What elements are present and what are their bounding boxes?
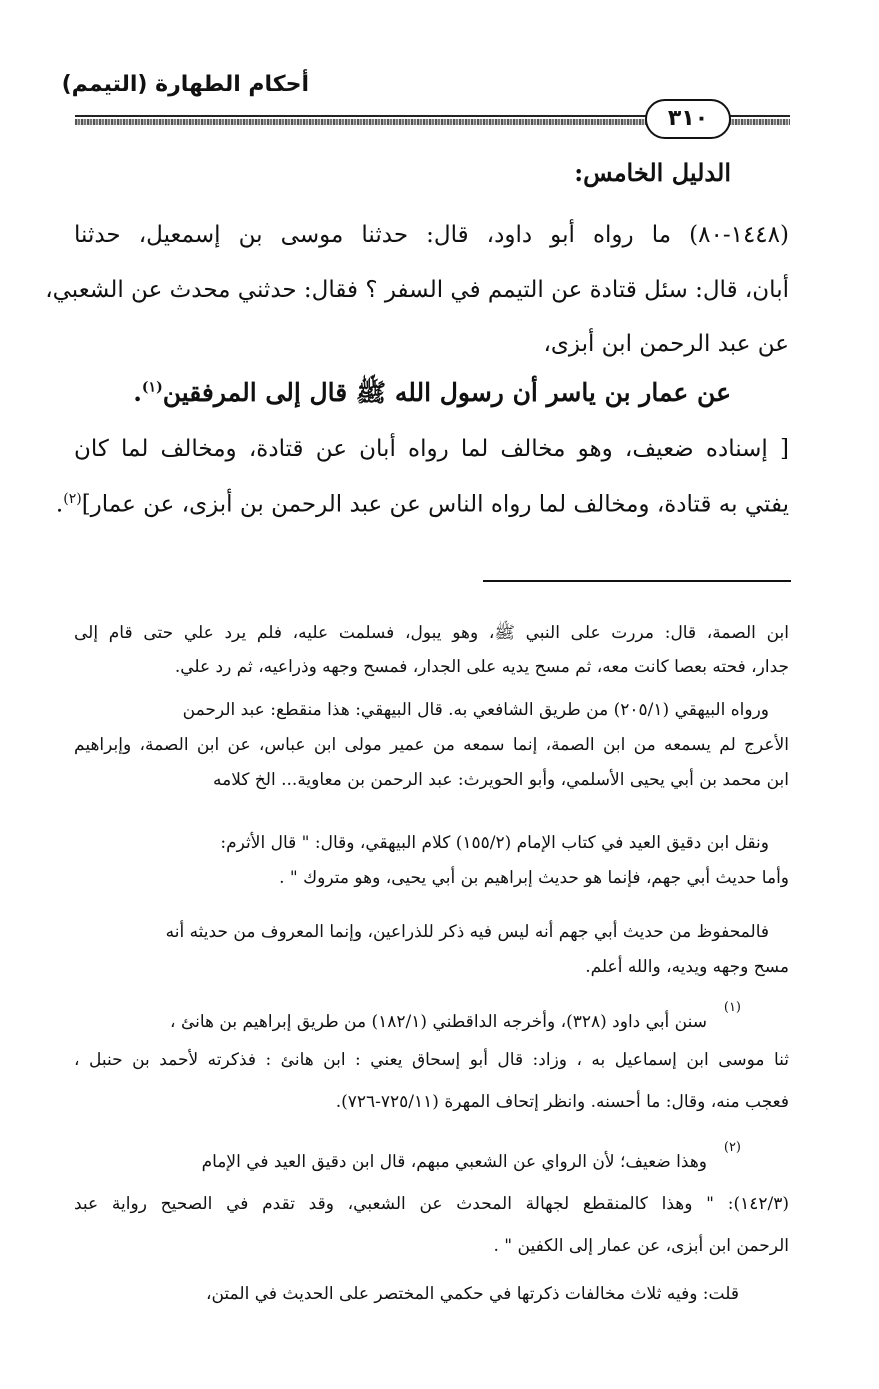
- section-heading: الدليل الخامس:: [574, 158, 731, 187]
- footnote-continued-line-8: فالمحفوظ من حديث أبي جهم أنه ليس فيه ذكر للذراعين، وإنما المعروف من حديثه أنه: [165, 922, 769, 942]
- running-title: أحكام الطهارة (التيمم): [61, 72, 309, 97]
- page-number: ٣١٠: [645, 99, 731, 139]
- paragraph-line-3: عن عبد الرحمن ابن أبزى،: [543, 331, 789, 357]
- hadith-text-line: [133, 377, 731, 414]
- footnote-continued-line-7: وأما حديث أبي جهم، فإنما هو حديث إبراهيم بن أبي يحيى، وهو متروك " .: [279, 868, 789, 888]
- footnote-1-line-1: سنن أبي داود (٣٢٨)، وأخرجه الداقطني (١٨٢/١) من طريق إبراهيم بن هانئ ،: [170, 1012, 707, 1032]
- footnote-separator: [483, 580, 791, 582]
- footnote-1-marker: (١): [723, 1000, 741, 1015]
- footnote-continued-line-9: مسح وجهه ويديه، والله أعلم.: [585, 957, 789, 977]
- grading-line-1: [ إسناده ضعيف، وهو مخالف لما رواه أبان عن قتادة، ومخالف لما كان: [74, 436, 789, 462]
- footnote-continued-line-5: ابن محمد بن أبي يحيى الأسلمي، وأبو الحويرث: عبد الرحمن بن معاوية... الخ كلامه: [212, 770, 789, 790]
- footnote-continued-line-4: الأعرج لم يسمعه من ابن الصمة، إنما سمعه من عمير مولى ابن عباس، عن ابن الصمة، وإبراهيم: [74, 735, 789, 755]
- footnote-2-line-2: (١٤٢/٣): " وهذا كالمنقطع لجهالة المحدث عن الشعبي، وقد تقدم في الصحيح رواية عبد: [74, 1194, 789, 1214]
- footnote-2-line-3: الرحمن ابن أبزى، عن عمار إلى الكفين " .: [493, 1236, 789, 1256]
- footnote-ref-1: (١): [141, 379, 163, 396]
- footnote-continued-line-2: جدار، فحته بعصا كانت معه، ثم مسح يديه على الجدار، فمسح وجهه وذراعيه، ثم رد علي.: [174, 657, 789, 677]
- footnote-continued-line-3: ورواه البيهقي (٢٠٥/١) من طريق الشافعي به. قال البيهقي: هذا منقطع: عبد الرحمن: [182, 700, 769, 720]
- footnote-2-line-1: وهذا ضعيف؛ لأن الرواي عن الشعبي مبهم، قال ابن دقيق العيد في الإمام: [201, 1152, 707, 1172]
- paragraph-line-2: أبان، قال: سئل قتادة عن التيمم في السفر ؟ فقال: حدثني محدث عن الشعبي،: [45, 277, 789, 303]
- footnote-1-line-3: فعجب منه، وقال: ما أحسنه. وانظر إتحاف المهرة (٧٢٥/١١-٧٢٦).: [335, 1092, 789, 1112]
- hadith-text: عن عمار بن ياسر أن رسول الله ﷺ قال إلى المرفقين: [162, 378, 731, 407]
- paragraph-line-1: (١٤٤٨-٨٠) ما رواه أبو داود، قال: حدثنا موسى بن إسمعيل، حدثنا: [74, 222, 789, 248]
- footnote-continued-line-6: ونقل ابن دقيق العيد في كتاب الإمام (١٥٥/٢) كلام البيهقي، وقال: " قال الأثرم:: [220, 833, 769, 853]
- grading-line-2: [56, 491, 789, 518]
- footnote-2-line-4: قلت: وفيه ثلاث مخالفات ذكرتها في حكمي المختصر على الحديث في المتن،: [206, 1284, 739, 1304]
- grading-end: .: [55, 491, 64, 518]
- footnote-2-marker: (٢): [723, 1140, 741, 1155]
- grading-line-2-text: يفتي به قتادة، ومخالف لما رواه الناس عن عبد الرحمن بن أبزى، عن عمار]: [81, 491, 789, 518]
- hadith-end: .: [133, 378, 142, 407]
- footnote-continued-line-1: ابن الصمة، قال: مررت على النبي ﷺ، وهو يبول، فسلمت عليه، فلم يرد علي حتى قام إلى: [74, 623, 789, 643]
- footnote-ref-2: (٢): [63, 491, 82, 507]
- footnote-1-line-2: ثنا موسى ابن إسماعيل به ، وزاد: قال أبو إسحاق يعني : ابن هانئ : فذكرته لأحمد بن حنبل ،: [74, 1050, 789, 1070]
